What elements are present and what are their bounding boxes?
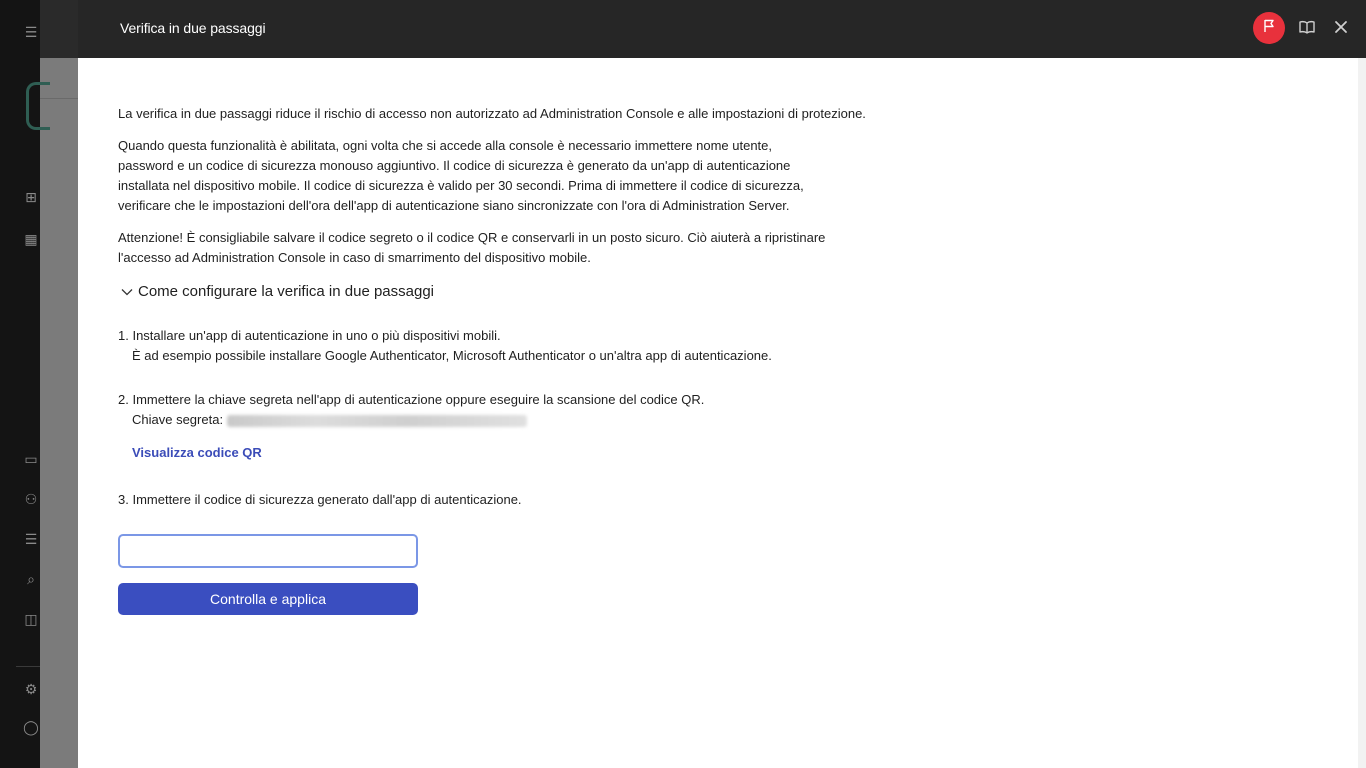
security-code-input[interactable] xyxy=(118,534,418,568)
warning-line: l'accesso ad Administration Console in caso di smarrimento del dispositivo mobile. xyxy=(118,250,591,265)
secret-key-row xyxy=(118,410,978,430)
step-1-hint: È ad esempio possibile installare Google Authenticator, Microsoft Authenticator o un'altra app di autenticazione. xyxy=(132,348,772,363)
howto-expander[interactable] xyxy=(118,282,434,302)
check-and-apply-button[interactable]: Controlla e applica xyxy=(118,583,418,615)
warning-paragraph xyxy=(118,228,978,268)
description-line: password e un codice di sicurezza monouso aggiuntivo. Il codice di sicurezza è generato da un'app di autenticazione xyxy=(118,158,791,173)
panel-header xyxy=(78,0,1366,58)
store-icon[interactable]: ◫ xyxy=(24,611,38,627)
help-button[interactable] xyxy=(1296,18,1318,40)
description-line: verificare che le impostazioni dell'ora dell'app di autenticazione siano sincronizzate con l'ora di Administration Server. xyxy=(118,198,790,213)
account-icon[interactable]: ◯ xyxy=(23,719,39,735)
step-2 xyxy=(118,390,978,430)
close-icon xyxy=(1334,20,1348,39)
operations-icon[interactable]: ☰ xyxy=(24,531,38,547)
chevron-down-icon xyxy=(118,283,136,301)
description-paragraph xyxy=(118,136,978,216)
feedback-button[interactable] xyxy=(1253,12,1285,44)
step-2-text: 2. Immettere la chiave segreta nell'app di autenticazione oppure eseguire la scansione del codice QR. xyxy=(118,392,705,407)
app-logo xyxy=(26,82,50,130)
devices-icon[interactable]: ▭ xyxy=(24,451,38,467)
warning-line: Attenzione! È consigliabile salvare il codice segreto o il codice QR e conservarli in un posto sicuro. Ciò aiuterà a ripristinare xyxy=(118,230,826,245)
description-line: installata nel dispositivo mobile. Il codice di sicurezza è valido per 30 secondi. Prima di immettere il codice di sicurezza, xyxy=(118,178,804,193)
description-line: Quando questa funzionalità è abilitata, ogni volta che si accede alla console è necessario immettere nome utente, xyxy=(118,138,773,153)
users-icon[interactable]: ⚇ xyxy=(24,491,38,507)
show-qr-code-link[interactable]: Visualizza codice QR xyxy=(132,445,262,460)
howto-label: Come configurare la verifica in due passaggi xyxy=(138,283,434,300)
intro-paragraph: La verifica in due passaggi riduce il rischio di accesso non autorizzato ad Administration Console e alle impostazioni di protezione. xyxy=(118,106,866,121)
monitoring-icon[interactable]: ▦ xyxy=(24,231,38,247)
dashboard-icon[interactable]: ⊞ xyxy=(25,189,37,205)
secret-key-label: Chiave segreta: xyxy=(132,412,224,427)
step-3: 3. Immettere il codice di sicurezza generato dall'app di autenticazione. xyxy=(118,492,522,507)
book-icon xyxy=(1298,19,1316,40)
search-icon[interactable]: ⌕ xyxy=(27,571,35,587)
close-button[interactable] xyxy=(1330,18,1352,40)
menu-icon[interactable]: ☰ xyxy=(24,24,38,40)
two-step-verification-panel xyxy=(78,0,1366,768)
secret-key-value-blurred xyxy=(227,415,527,427)
panel-title: Verifica in due passaggi xyxy=(120,20,266,36)
settings-icon[interactable]: ⚙ xyxy=(24,681,38,697)
step-1 xyxy=(118,326,978,366)
step-1-text: 1. Installare un'app di autenticazione in uno o più dispositivi mobili. xyxy=(118,328,501,343)
flag-icon xyxy=(1261,18,1277,39)
scrollbar[interactable] xyxy=(1358,58,1366,768)
